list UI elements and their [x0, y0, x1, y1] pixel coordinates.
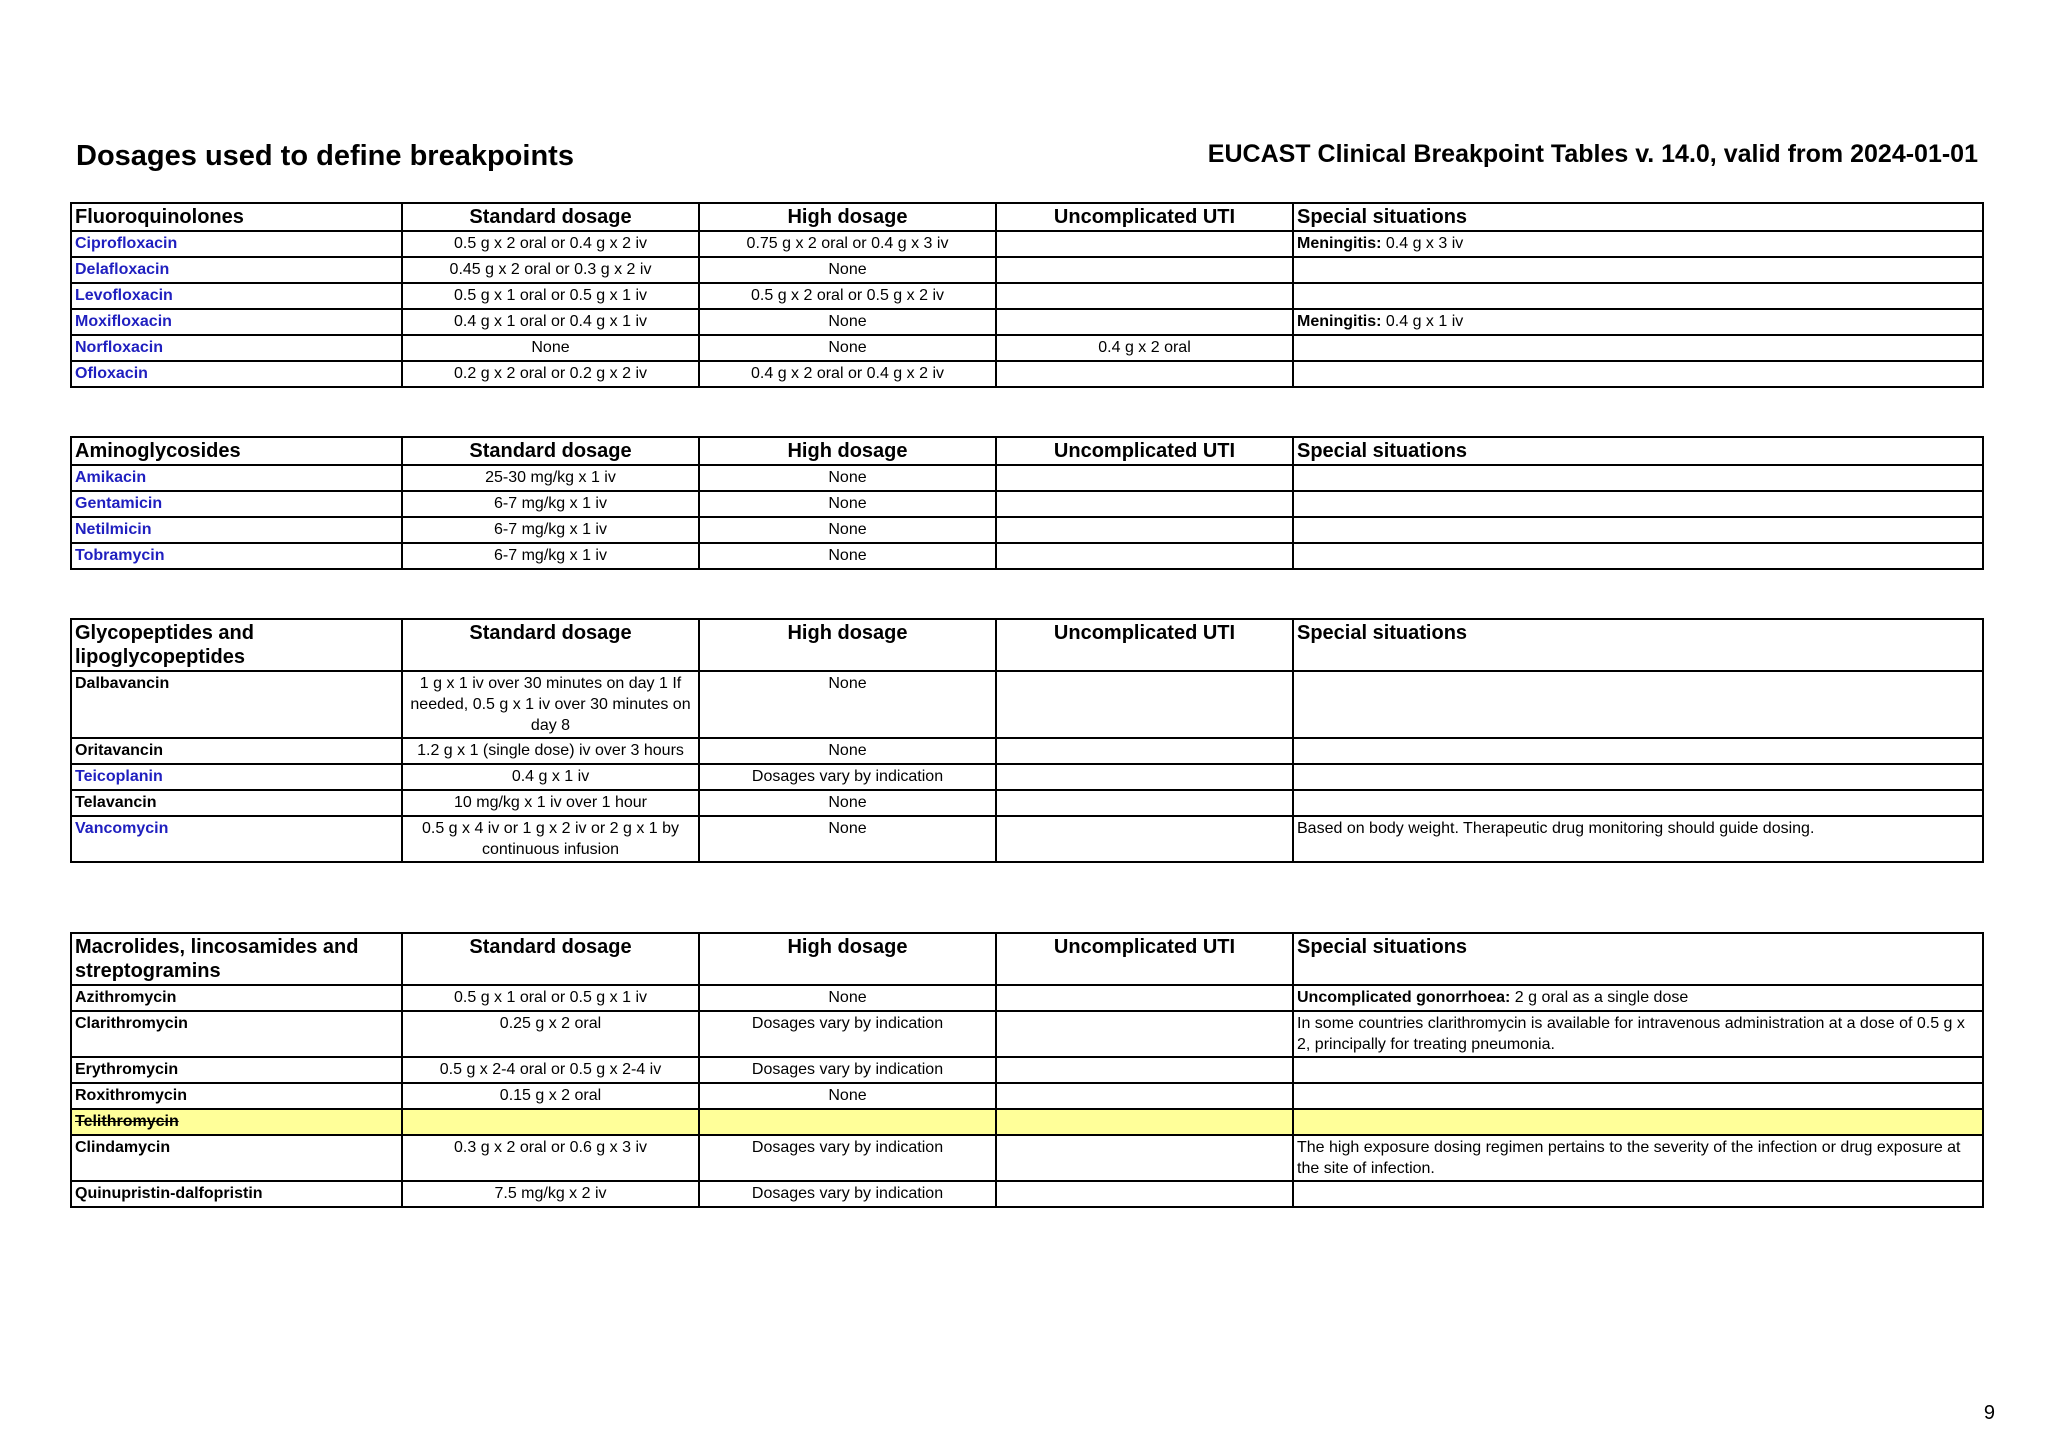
table-row: [71, 1011, 1983, 1057]
standard-dosage: 0.45 g x 2 oral or 0.3 g x 2 iv: [402, 257, 699, 283]
uti-dosage: [996, 231, 1293, 257]
drug-name: Erythromycin: [71, 1057, 402, 1083]
special-situations: [1293, 671, 1983, 738]
high-dosage: None: [699, 257, 996, 283]
standard-dosage: 0.25 g x 2 oral: [402, 1011, 699, 1057]
table-row: [71, 335, 1983, 361]
drug-name-struck: Telithromycin: [71, 1109, 402, 1135]
high-dosage: Dosages vary by indication: [699, 1181, 996, 1207]
high-dosage: None: [699, 985, 996, 1011]
table-row: [71, 671, 1983, 738]
special-label: Meningitis:: [1297, 313, 1382, 330]
table-row: [71, 1135, 1983, 1181]
standard-dosage: 0.15 g x 2 oral: [402, 1083, 699, 1109]
uti-dosage: [996, 738, 1293, 764]
table-group-name: Macrolides, lincosamides and streptogramins: [71, 933, 402, 985]
drug-link[interactable]: Netilmicin: [71, 517, 402, 543]
column-header-uti: Uncomplicated UTI: [996, 933, 1293, 985]
special-situations: [1293, 1057, 1983, 1083]
special-situations: [1293, 309, 1983, 335]
high-dosage: None: [699, 738, 996, 764]
column-header-uti: Uncomplicated UTI: [996, 437, 1293, 465]
uti-dosage: [996, 1057, 1293, 1083]
column-header-high: High dosage: [699, 437, 996, 465]
column-header-standard: Standard dosage: [402, 933, 699, 985]
column-header-special: Special situations: [1293, 619, 1983, 671]
special-situations: [1293, 1083, 1983, 1109]
special-situations: [1293, 517, 1983, 543]
table-row: [71, 231, 1983, 257]
standard-dosage: 6-7 mg/kg x 1 iv: [402, 517, 699, 543]
table-row: [71, 491, 1983, 517]
table-row-deprecated: [71, 1109, 1983, 1135]
special-situations: [1293, 543, 1983, 569]
table-glycopeptides: [70, 618, 1984, 863]
standard-dosage: 0.5 g x 1 oral or 0.5 g x 1 iv: [402, 283, 699, 309]
special-situations: [1293, 361, 1983, 387]
table-row: [71, 1083, 1983, 1109]
drug-link[interactable]: Ciprofloxacin: [71, 231, 402, 257]
drug-link[interactable]: Ofloxacin: [71, 361, 402, 387]
high-dosage: Dosages vary by indication: [699, 1135, 996, 1181]
standard-dosage: 0.4 g x 1 iv: [402, 764, 699, 790]
uti-dosage: 0.4 g x 2 oral: [996, 335, 1293, 361]
table-row: [71, 465, 1983, 491]
uti-dosage: [996, 790, 1293, 816]
page-number: 9: [1983, 1402, 1995, 1424]
special-label: Uncomplicated gonorrhoea:: [1297, 989, 1511, 1006]
high-dosage: None: [699, 491, 996, 517]
special-situations: [1293, 335, 1983, 361]
drug-link[interactable]: Vancomycin: [71, 816, 402, 862]
standard-dosage: 1 g x 1 iv over 30 minutes on day 1 If needed, 0.5 g x 1 iv over 30 minutes on day 8: [402, 671, 699, 738]
standard-dosage: 0.2 g x 2 oral or 0.2 g x 2 iv: [402, 361, 699, 387]
special-situations: [1293, 231, 1983, 257]
drug-link[interactable]: Delafloxacin: [71, 257, 402, 283]
standard-dosage: 1.2 g x 1 (single dose) iv over 3 hours: [402, 738, 699, 764]
column-header-uti: Uncomplicated UTI: [996, 203, 1293, 231]
table-row: [71, 283, 1983, 309]
special-situations: [1293, 764, 1983, 790]
special-situations: [1293, 985, 1983, 1011]
standard-dosage: 0.5 g x 2-4 oral or 0.5 g x 2-4 iv: [402, 1057, 699, 1083]
table-macrolides: [70, 932, 1984, 1208]
table-row: [71, 543, 1983, 569]
column-header-standard: Standard dosage: [402, 437, 699, 465]
column-header-special: Special situations: [1293, 437, 1983, 465]
standard-dosage: 25-30 mg/kg x 1 iv: [402, 465, 699, 491]
uti-dosage: [996, 517, 1293, 543]
special-situations: [1293, 465, 1983, 491]
drug-name: Azithromycin: [71, 985, 402, 1011]
high-dosage: None: [699, 790, 996, 816]
uti-dosage: [996, 283, 1293, 309]
special-text: 0.4 g x 1 iv: [1381, 313, 1464, 330]
table-row: [71, 1181, 1983, 1207]
standard-dosage: 6-7 mg/kg x 1 iv: [402, 543, 699, 569]
uti-dosage: [996, 491, 1293, 517]
special-situations: [1293, 257, 1983, 283]
special-situations: [1293, 1109, 1983, 1135]
uti-dosage: [996, 985, 1293, 1011]
uti-dosage: [996, 1083, 1293, 1109]
standard-dosage: 0.5 g x 2 oral or 0.4 g x 2 iv: [402, 231, 699, 257]
table-row: [71, 257, 1983, 283]
high-dosage: 0.5 g x 2 oral or 0.5 g x 2 iv: [699, 283, 996, 309]
drug-link[interactable]: Norfloxacin: [71, 335, 402, 361]
drug-name: Oritavancin: [71, 738, 402, 764]
drug-name: Telavancin: [71, 790, 402, 816]
uti-dosage: [996, 543, 1293, 569]
standard-dosage: 0.5 g x 1 oral or 0.5 g x 1 iv: [402, 985, 699, 1011]
high-dosage: Dosages vary by indication: [699, 764, 996, 790]
table-row: [71, 764, 1983, 790]
special-situations: The high exposure dosing regimen pertains to the severity of the infection or drug exposure at the site of infection.: [1293, 1135, 1983, 1181]
table-row: [71, 985, 1983, 1011]
drug-name: Dalbavancin: [71, 671, 402, 738]
table-row: [71, 309, 1983, 335]
high-dosage: None: [699, 309, 996, 335]
special-text: 0.4 g x 3 iv: [1381, 235, 1464, 252]
standard-dosage: [402, 1109, 699, 1135]
table-row: [71, 361, 1983, 387]
high-dosage: Dosages vary by indication: [699, 1057, 996, 1083]
high-dosage: None: [699, 335, 996, 361]
drug-link[interactable]: Gentamicin: [71, 491, 402, 517]
uti-dosage: [996, 1011, 1293, 1057]
drug-link[interactable]: Tobramycin: [71, 543, 402, 569]
high-dosage: 0.4 g x 2 oral or 0.4 g x 2 iv: [699, 361, 996, 387]
drug-name: Clindamycin: [71, 1135, 402, 1181]
high-dosage: None: [699, 543, 996, 569]
table-row: [71, 816, 1983, 862]
table-row: [71, 1057, 1983, 1083]
drug-link[interactable]: Levofloxacin: [71, 283, 402, 309]
column-header-special: Special situations: [1293, 933, 1983, 985]
special-label: Meningitis:: [1297, 235, 1382, 252]
special-text: 2 g oral as a single dose: [1510, 989, 1689, 1006]
high-dosage: None: [699, 465, 996, 491]
special-situations: [1293, 491, 1983, 517]
drug-link[interactable]: Amikacin: [71, 465, 402, 491]
special-situations: [1293, 790, 1983, 816]
uti-dosage: [996, 1109, 1293, 1135]
standard-dosage: 0.5 g x 4 iv or 1 g x 2 iv or 2 g x 1 by continuous infusion: [402, 816, 699, 862]
uti-dosage: [996, 309, 1293, 335]
high-dosage: None: [699, 816, 996, 862]
uti-dosage: [996, 764, 1293, 790]
column-header-standard: Standard dosage: [402, 203, 699, 231]
page-title: Dosages used to define breakpoints: [76, 140, 574, 172]
uti-dosage: [996, 257, 1293, 283]
high-dosage: Dosages vary by indication: [699, 1011, 996, 1057]
column-header-standard: Standard dosage: [402, 619, 699, 671]
column-header-special: Special situations: [1293, 203, 1983, 231]
table-fluoroquinolones: [70, 202, 1984, 388]
table-group-name: Glycopeptides and lipoglycopeptides: [71, 619, 402, 671]
table-row: [71, 517, 1983, 543]
uti-dosage: [996, 465, 1293, 491]
document-source: EUCAST Clinical Breakpoint Tables v. 14.0, valid from 2024-01-01: [1207, 140, 1978, 168]
table-aminoglycosides: [70, 436, 1984, 570]
standard-dosage: 7.5 mg/kg x 2 iv: [402, 1181, 699, 1207]
column-header-uti: Uncomplicated UTI: [996, 619, 1293, 671]
special-situations: Based on body weight. Therapeutic drug monitoring should guide dosing.: [1293, 816, 1983, 862]
high-dosage: None: [699, 1083, 996, 1109]
special-situations: [1293, 1181, 1983, 1207]
standard-dosage: 6-7 mg/kg x 1 iv: [402, 491, 699, 517]
special-situations: In some countries clarithromycin is available for intravenous administration at a dose of 0.5 g x 2, principally for treating pneumonia.: [1293, 1011, 1983, 1057]
drug-name: Quinupristin-dalfopristin: [71, 1181, 402, 1207]
uti-dosage: [996, 361, 1293, 387]
standard-dosage: 10 mg/kg x 1 iv over 1 hour: [402, 790, 699, 816]
table-group-name: Aminoglycosides: [71, 437, 402, 465]
uti-dosage: [996, 1181, 1293, 1207]
table-row: [71, 790, 1983, 816]
column-header-high: High dosage: [699, 933, 996, 985]
special-situations: [1293, 738, 1983, 764]
standard-dosage: None: [402, 335, 699, 361]
drug-name: Roxithromycin: [71, 1083, 402, 1109]
uti-dosage: [996, 1135, 1293, 1181]
drug-name: Clarithromycin: [71, 1011, 402, 1057]
column-header-high: High dosage: [699, 619, 996, 671]
drug-link[interactable]: Moxifloxacin: [71, 309, 402, 335]
uti-dosage: [996, 671, 1293, 738]
high-dosage: None: [699, 517, 996, 543]
high-dosage: [699, 1109, 996, 1135]
drug-link[interactable]: Teicoplanin: [71, 764, 402, 790]
high-dosage: 0.75 g x 2 oral or 0.4 g x 3 iv: [699, 231, 996, 257]
special-situations: [1293, 283, 1983, 309]
column-header-high: High dosage: [699, 203, 996, 231]
standard-dosage: 0.3 g x 2 oral or 0.6 g x 3 iv: [402, 1135, 699, 1181]
table-row: [71, 738, 1983, 764]
high-dosage: None: [699, 671, 996, 738]
uti-dosage: [996, 816, 1293, 862]
standard-dosage: 0.4 g x 1 oral or 0.4 g x 1 iv: [402, 309, 699, 335]
table-group-name: Fluoroquinolones: [71, 203, 402, 231]
